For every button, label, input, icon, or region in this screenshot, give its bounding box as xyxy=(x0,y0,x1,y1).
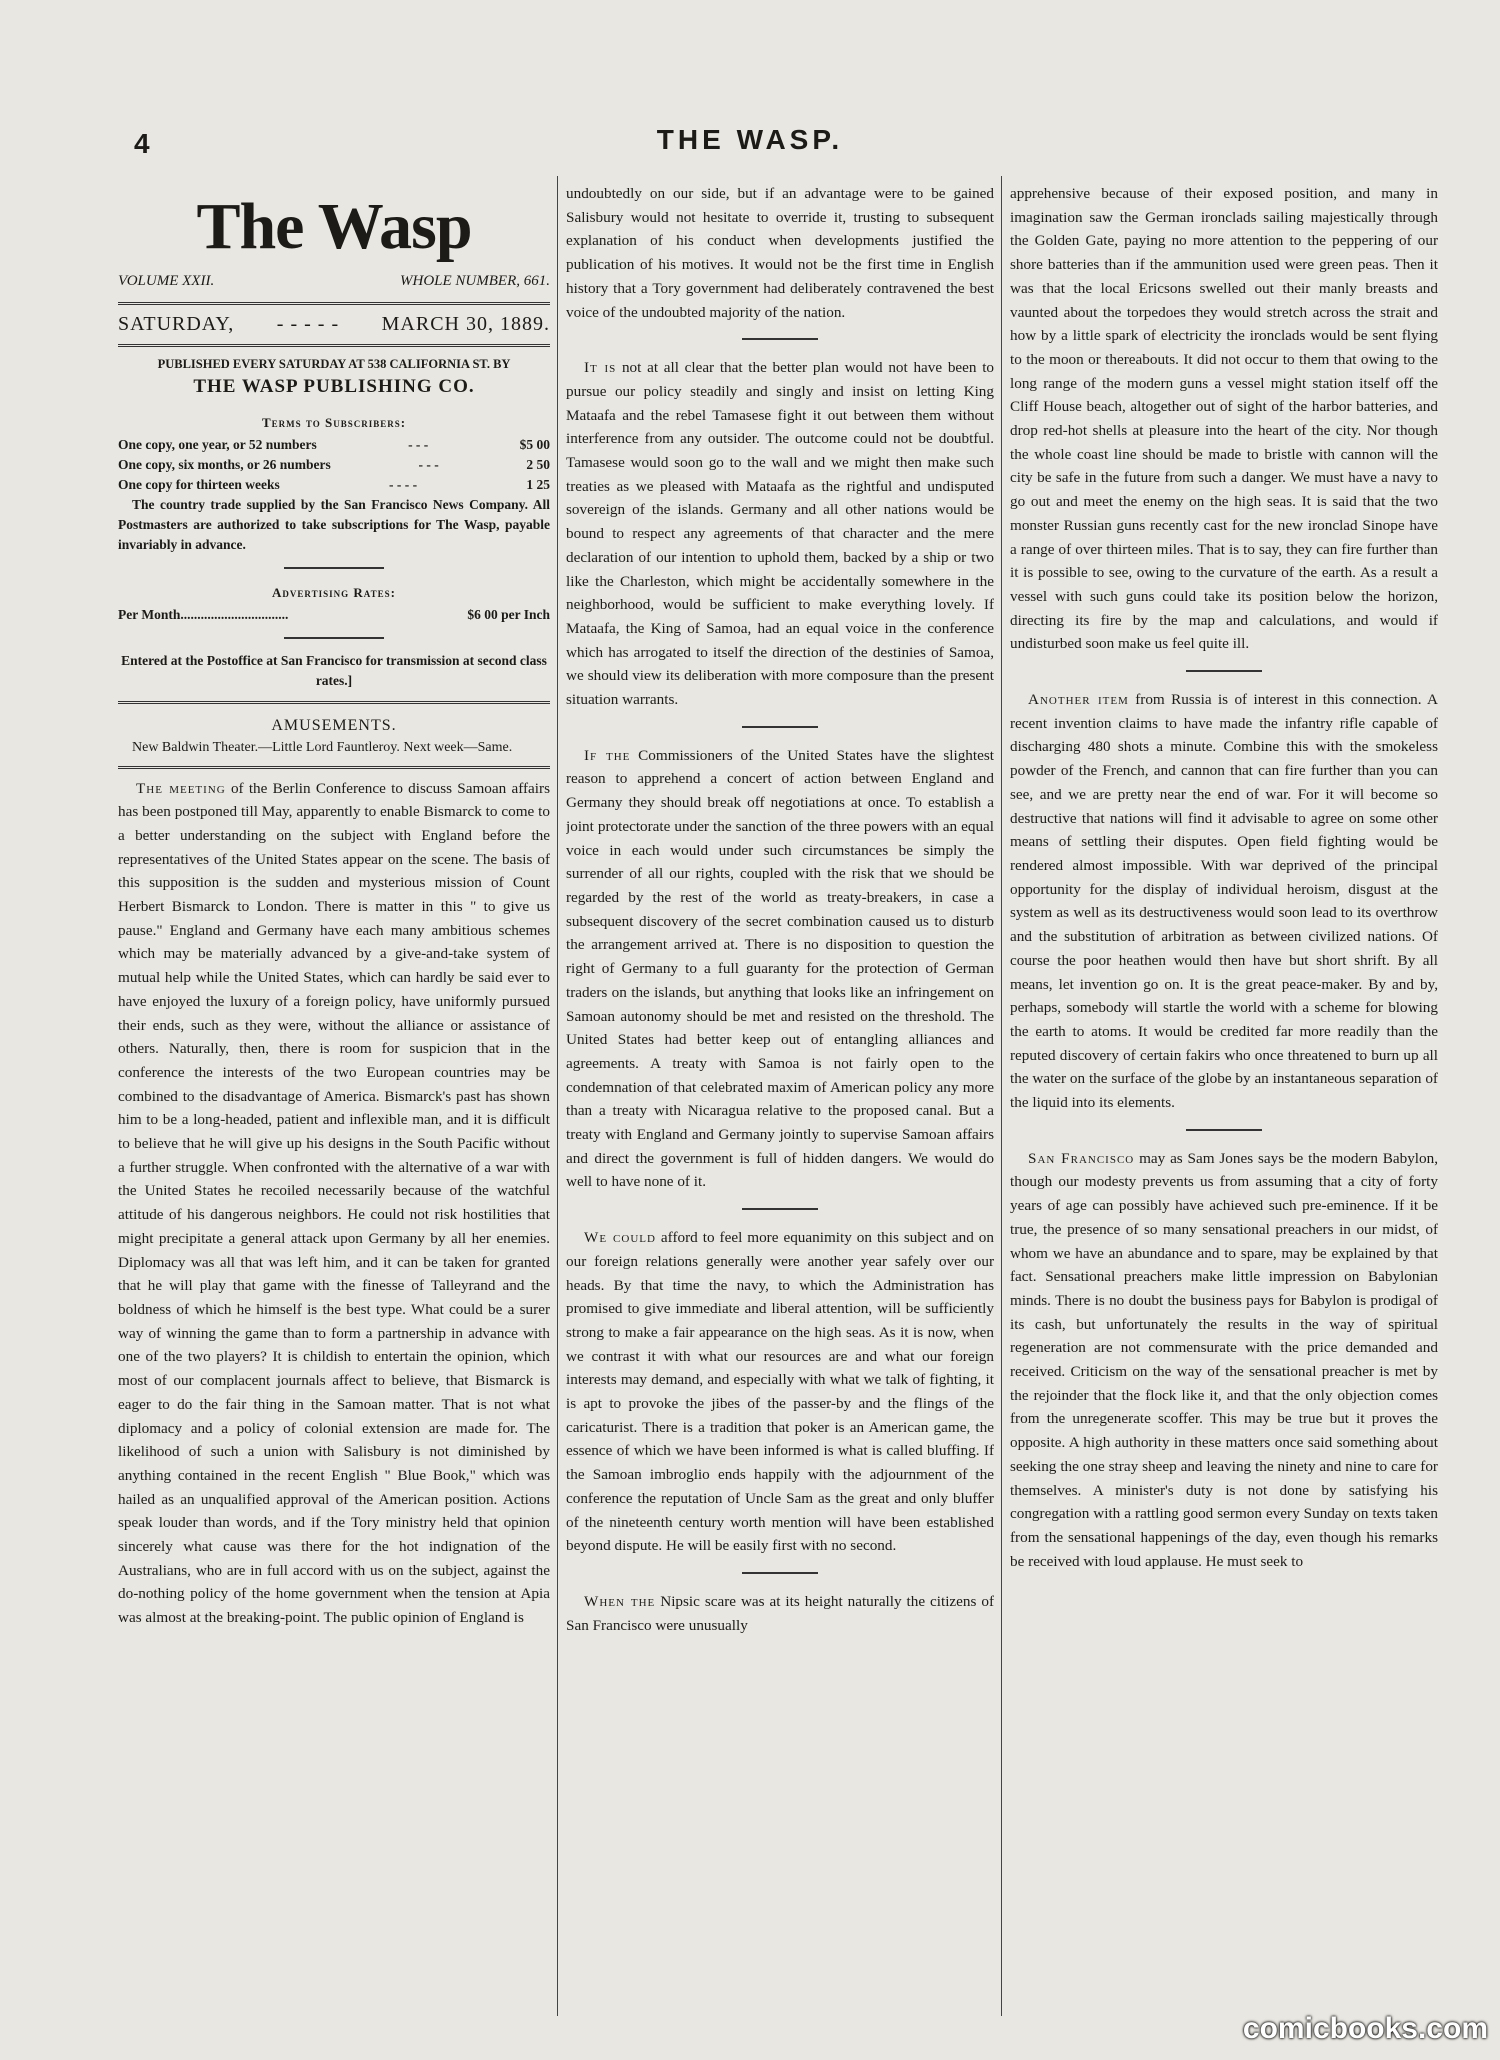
terms-price: $5 00 xyxy=(519,437,550,453)
terms-heading: Terms to Subscribers: xyxy=(261,415,407,431)
column-rule xyxy=(1001,176,1002,2016)
rule xyxy=(284,637,384,639)
article-lead: San Francisco xyxy=(1028,1149,1135,1167)
article-lead: Another item xyxy=(1028,691,1129,709)
article-lead: When the xyxy=(584,1592,656,1610)
terms-dots: - - - xyxy=(408,437,429,453)
advertising-label: Per Month................................ xyxy=(118,606,289,622)
article-separator xyxy=(1186,670,1262,672)
dateline-dashes: - - - - - xyxy=(276,312,340,335)
article-paragraph xyxy=(566,356,994,712)
publisher-company: THE WASP PUBLISHING CO. xyxy=(193,376,475,398)
terms-dots: - - - xyxy=(418,457,439,473)
trade-note: The country trade supplied by the San Francisco News Company. All Postmasters are authorized to take subscriptions for The Wasp, payable invariably in advance. xyxy=(118,497,550,553)
dateline-day: SATURDAY, xyxy=(118,312,235,335)
column-rule xyxy=(557,176,558,2016)
article-paragraph xyxy=(566,744,994,1194)
terms-dots: - - - - xyxy=(389,477,418,493)
amusements-heading: AMUSEMENTS. xyxy=(271,716,397,734)
terms-row xyxy=(118,455,550,475)
article-lead: If the xyxy=(584,746,631,764)
advertising-row xyxy=(118,605,550,625)
article-paragraph xyxy=(566,1590,994,1637)
whole-number: WHOLE NUMBER, 661. xyxy=(400,273,550,289)
page-number: 4 xyxy=(134,128,150,159)
volume: VOLUME XXII. xyxy=(118,273,215,289)
masthead-title: The Wasp xyxy=(196,190,472,263)
article-separator xyxy=(742,726,818,728)
column-2 xyxy=(566,182,994,2014)
advertising-heading: Advertising Rates: xyxy=(272,585,396,601)
article-separator xyxy=(742,1208,818,1210)
article-separator xyxy=(1186,1129,1262,1131)
terms-label: One copy for thirteen weeks xyxy=(118,477,280,493)
volume-line xyxy=(118,270,550,294)
amusements-entry: New Baldwin Theater.—Little Lord Fauntleroy. Next week—Same. xyxy=(132,739,513,755)
rule xyxy=(118,766,550,769)
advertising-table xyxy=(118,605,550,625)
column-3 xyxy=(1010,182,1438,2014)
article-text: Nipsic scare was at its height naturally the citizens of San Francisco were unusually xyxy=(566,1592,994,1634)
article-paragraph xyxy=(1010,1147,1438,1574)
rule xyxy=(284,567,384,569)
article-paragraph xyxy=(566,1226,994,1558)
column-1 xyxy=(118,182,550,2014)
rule xyxy=(118,302,550,305)
dateline xyxy=(118,313,550,337)
article-lead: It is xyxy=(584,359,617,377)
terms-price: 2 50 xyxy=(526,457,550,473)
article-text: Commissioners of the United States have the slightest reason to apprehend a concert of action between England and Germany they should break off negotiations at once. To establish a joint protectorate under the sanction of the three powers with an equal voice in each would under such circumstances be simply the surrender of all our rights, coupled with the risk that we should be regarded by the rest of the world as treaty-breakers, in case a subsequent discovery of the secret combination caused us to disturb the arrangement arrived at. There is no disposition to question the right of Germany to a full guaranty for the protection of German traders on the islands, but anything that looks like an infringement on Samoan autonomy should be met and resisted on the threshold. The United States had better keep out of entangling alliances and agreements. A treaty with Samoa is not fairly open to the condemnation of that celebrated maxim of American policy any more than a treaty with Nicaragua relative to the proposed canal. But a treaty with England and Germany jointly to supervise Samoan affairs and direct the government is full of hidden dangers. We would do well to have none of it. xyxy=(566,746,994,1191)
rule xyxy=(118,701,550,704)
article-lead: We could xyxy=(584,1229,656,1247)
article-paragraph xyxy=(118,777,550,1630)
terms-price: 1 25 xyxy=(526,477,550,493)
article-text: from Russia is of interest in this connection. A recent invention claims to have made the infantry rifle capable of discharging 480 shots a minute. Combine this with the smokeless powder of the French, and cannon that can fire further than you can see, and we are pretty near the end of war. For it will become so destructive that nations will find it advisable to agree on some other means of settling their disputes. Open field fighting would be rendered almost impossible. With war deprived of the principal opportunity for the display of individual heroism, disgust at the system as well as its destructiveness would soon lead to its overthrow and the substitution of arbitration as between civilized nations. Of course the poor heathen would then have but short shrift. By all means, let invention go on. It is the great peace-maker. By and by, perhaps, somebody will startle the world with a scheme for blowing the earth to atoms. It would be credited far more readily than the reputed discovery of certain fakirs who once threatened to burn up all the water on the surface of the globe by an instantaneous separation of the liquid into its elements. xyxy=(1010,691,1438,1112)
article-continuation: apprehensive because of their exposed position, and many in imagination saw the German ironclads sailing majestically through the Golden Gate, paying no more attention to the peppering of our shore batteries than if the ammunition used were green peas. Then it was that the local Ericsons swelled out their manly breasts and vaunted about the torpedoes they would stretch across the strait and how by a little spark of electricity the ironclads would be sent flying to the moon or thereabouts. It did not occur to them that owing to the long range of the modern guns a vessel might station itself off the Cliff House beach, altogether out of sight of the harbor batteries, and drop red-hot shells at pleasure into the heart of the city. Nor though the whole coast line should be made to bristle with cannon will the city be safe in the future from such a danger. We must have a navy to go out and meet the enemy on the high seas. It is said that the two monster Russian guns recently cast for the new ironclad Sinope have a range of over thirteen miles. That is to say, they can fire further than it is possible to see, owing to the curvature of the earth. As a result a vessel with such guns could take its position below the horizon, directing its fire by the map and calculations, and would if undisturbed soon make us feel quite ill. xyxy=(1010,185,1438,653)
entered-note: Entered at the Postoffice at San Francisco for transmission at second class rates.] xyxy=(121,652,547,688)
article-text: not at all clear that the better plan would not have been to pursue our policy steadily and singly and insist on letting King Mataafa and the rebel Tamasese fight it out between them without interference from any outsider. The outcome could not be doubtful. Tamasese would soon go to the wall and we might then make such treaties as we pleased with Mataafa as the rightful and undisputed sovereign of the islands. Germany and all other nations would be bound to respect any agreements of that character and the mere declaration of our intention to uphold them, backed by a ship or two like the Charleston, which might be accidentally somewhere in the neighborhood, would be sufficient to make everything lovely. If Mataafa, the King of Samoa, had an equal voice in the conference which has arrogated to itself the direction of the destinies of Samoa, we should view its deliberation with more composure than the present situation warrants. xyxy=(566,359,994,709)
article-text: of the Berlin Conference to discuss Samoan affairs has been postponed till May, apparently to enable Bismarck to come to a better understanding on the subject with England before the representatives of the United States appear on the scene. The basis of this supposition is the sudden and mysterious mission of Count Herbert Bismarck to London. There is matter in this " to give us pause." England and Germany have each many ambitious schemes which may be materially advanced by a give-and-take system of mutual help while the United States, which can hardly be said ever to have enjoyed the luxury of a foreign policy, have uniformly pursued their ends, such as they were, without the alliance or assistance of others. Naturally, then, there is room for suspicion that in the conference the interests of the two European countries may be combined to the disadvantage of America. Bismarck's past has shown him to be a long-headed, patient and inflexible man, and it is difficult to believe that he will give up his designs in the South Pacific without a further struggle. When confronted with the alternative of a war with the United States he recoiled necessarily because of the watchful attitude of his dangerous neighbors. He could not risk hostilities that might precipitate a general attack upon Germany by all her enemies. Diplomacy was all that was left him, and it can be taken for granted that he will play that game with the finesse of Talleyrand and the boldness of which he himself is the best type. What could be a surer way of winning the game than to form a partnership in advance with one of the two players? It is childish to entertain the opinion, which most of our complacent journals affect to believe, that Bismarck is eager to do the fair thing in the Samoan matter. That is not what diplomacy and a policy of colonial extension are made for. The likelihood of such a union with Salisbury is not diminished by anything contained in the recent English " Blue Book," which was hailed as an unqualified approval of the American position. Actions speak louder than words, and if the Tory ministry held that opinion sincerely what cause was there for the hot indignation of the Australians, who are in full accord with us on the subject, against the do-nothing policy of the home government when the tension at Apia was almost at the breaking-point. The public opinion of England is xyxy=(118,779,550,1627)
article-separator xyxy=(742,338,818,340)
terms-label: One copy, one year, or 52 numbers xyxy=(118,437,317,453)
running-title: THE WASP. xyxy=(656,124,844,155)
article-paragraph xyxy=(1010,688,1438,1115)
terms-row xyxy=(118,435,550,455)
article-continuation: undoubtedly on our side, but if an advantage were to be gained Salisbury would not hesitate to override it, trusting to subsequent explanation of his conduct when developments justified the publication of his motives. It would not be the first time in English history that a Tory government had deliberately contravened the best voice of the undoubted majority of the nation. xyxy=(566,185,994,321)
advertising-price: $6 00 per Inch xyxy=(467,606,550,622)
dateline-date: MARCH 30, 1889. xyxy=(381,312,550,335)
article-text: may as Sam Jones says be the modern Babylon, though our modesty prevents us from assuming that a city of forty years of age can possibly have achieved such pre-eminence. If it be true, the presence of so many sensational preachers in our midst, of whom we have an abundance and to spare, may be explained by that fact. Sensational preachers make little impression on Babylonian minds. There is no doubt the business pays for Babylon is prodigal of its cash, but unfortunately the results in the way of spiritual regeneration are not commensurate with the price demanded and received. Criticism on the way of the sensational preacher is met by the rejoinder that the flock like it, and that the only objection comes from the unregenerate scoffer. This may be true but it proves the opposite. A high authority in these matters once said something about seeking the one stray sheep and leaving the ninety and nine to care for themselves. A minister's duty is not done by satisfying his congregation with a rattling good sermon every Sunday on texts taken from the sensational happenings of the day, even though his remarks be received with loud applause. He must seek to xyxy=(1010,1149,1438,1570)
article-separator xyxy=(742,1572,818,1574)
terms-label: One copy, six months, or 26 numbers xyxy=(118,457,331,473)
terms-table xyxy=(118,435,550,495)
article-lead: The meeting xyxy=(136,779,226,797)
published-line: PUBLISHED EVERY SATURDAY AT 538 CALIFORNIA ST. BY xyxy=(157,357,511,372)
article-text: afford to feel more equanimity on this subject and on our foreign relations generally were another year safely over our heads. By that time the navy, to which the Administration has promised to give immediate and liberal attention, will be sufficiently strong to make a fair appearance on the high seas. As it is now, when we contrast it with what our resources are and what our foreign interests may demand, and especially with what we talk of fighting, it is apt to provoke the jibes of the passer-by and the flings of the caricaturist. There is a tradition that poker is an American game, the essence of which we have been informed is what is called bluffing. If the Samoan imbroglio ends happily with the adjournment of the conference the reputation of Uncle Sam as the great and only bluffer of the nineteenth century worth mention will have been established beyond dispute. He will be easily first with no second. xyxy=(566,1229,994,1555)
terms-row xyxy=(118,475,550,495)
rule xyxy=(118,344,550,347)
watermark: comicbooks.com xyxy=(1242,2012,1488,2045)
